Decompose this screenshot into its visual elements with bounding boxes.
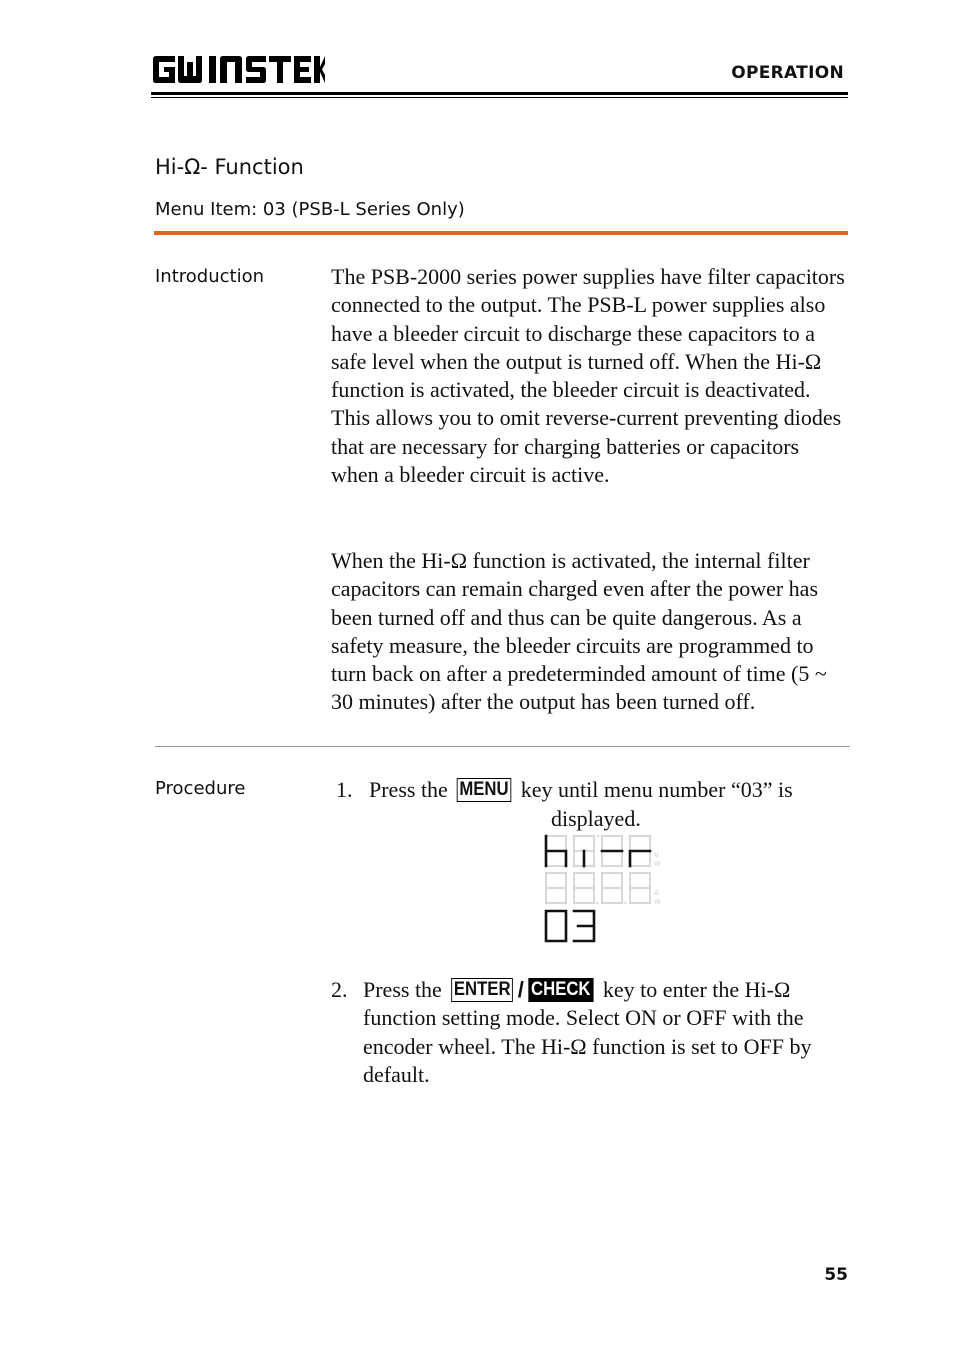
step-number: 2.	[331, 977, 348, 1002]
section-label: OPERATION	[731, 63, 844, 83]
introduction-paragraph-1: The PSB-2000 series power supplies have filter capacitors connected to the output. The PSB-L power supplies also have a bleeder circuit to discharge these capacitors to a safe level when the output is turned off. When the Hi-Ω function is activated, the bleeder circuit is deactivated. This allows you to omit reverse-current preventing diodes that are necessary for charging batteries or capacitors when a bleeder circuit is active.	[331, 264, 845, 488]
enter-key: ENTER	[452, 978, 514, 1002]
page-title: Hi-Ω- Function	[155, 155, 304, 179]
header-rule-thick	[151, 92, 848, 95]
unit-v: V	[654, 851, 659, 859]
step-text-before: Press the	[369, 777, 448, 802]
step-text-after: key to enter the Hi-Ω function setting mode. Select ON or OFF with the encoder wheel. The Hi-Ω function is set to OFF by default.	[363, 977, 812, 1087]
page-number: 55	[824, 1265, 848, 1285]
unit-w-1: W	[654, 860, 661, 868]
step-text-before: Press the	[363, 977, 442, 1002]
header-rule-thin	[151, 97, 848, 98]
section-divider	[155, 746, 850, 747]
unit-a: A	[654, 889, 659, 897]
introduction-label: Introduction	[155, 266, 265, 287]
step-text	[363, 976, 851, 1089]
display-panel-image	[543, 833, 665, 949]
step-number: 1.	[336, 777, 353, 802]
key-separator: /	[517, 977, 524, 1002]
menu-key: MENU	[457, 778, 512, 802]
gw-instek-logo	[153, 56, 325, 84]
step-text	[369, 776, 793, 804]
check-key: CHECK	[528, 978, 593, 1002]
menu-item-subtitle: Menu Item: 03 (PSB-L Series Only)	[155, 199, 465, 220]
step-1-continuation: displayed.	[551, 806, 641, 831]
step-text-after: key until menu number “03” is	[520, 777, 793, 802]
unit-w-2: W	[654, 898, 661, 906]
title-rule	[154, 231, 848, 235]
introduction-paragraph-2: When the Hi-Ω function is activated, the internal filter capacitors can remain charged even after the power has been turned off and thus can be quite dangerous. As a safety measure, the bleeder circuits are programmed to turn back on after a predeterminded amount of time (5 ~ 30 minutes) after the output has been turned off.	[331, 548, 827, 715]
procedure-label: Procedure	[155, 778, 246, 799]
inactive-segments	[546, 836, 650, 903]
